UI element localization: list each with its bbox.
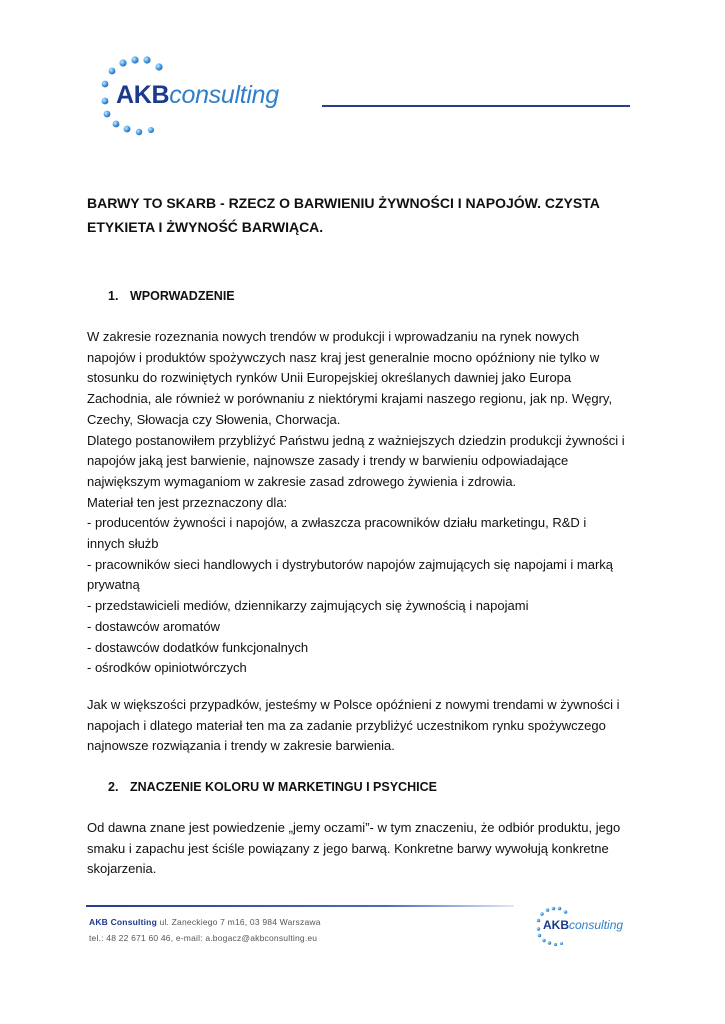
text-line: smaku i zapachu jest ściśle powiązany z jego barwą. Konkretne barwy wywołują konkretne: [87, 840, 609, 856]
footer-phone-label: tel.:: [89, 933, 104, 943]
title-line: BARWY TO SKARB - RZECZ O BARWIENIU ŻYWNOŚCI I NAPOJÓW. CZYSTA: [87, 195, 600, 211]
text-line: najnowsze rozwiązania i trendy w zakresie barwienia.: [87, 738, 395, 754]
list-item: - przedstawicieli mediów, dziennikarzy zajmujących się żywnością i napojami: [87, 598, 529, 614]
section-number: 1.: [108, 289, 119, 303]
section-heading-text: WPORWADZENIE: [130, 289, 235, 303]
section-heading-text: ZNACZENIE KOLORU W MARKETINGU I PSYCHICE: [130, 780, 437, 794]
text-line: napojach i dlatego materiał ten ma za zadanie przybliżyć uczestnikom rynku spożywczego: [87, 717, 606, 733]
footer-phone: 48 22 671 60 46,: [106, 933, 174, 943]
list-item: - dostawców aromatów: [87, 618, 220, 634]
text-line: Materiał ten jest przeznaczony dla:: [87, 494, 288, 510]
logo-wordmark: [116, 80, 279, 110]
footer-street: ul. Zaneckiego 7 m16, 03 984 Warszawa: [159, 917, 321, 927]
text-line: W zakresie rozeznania nowych trendów w produkcji i wprowadzaniu na rynek nowych: [87, 329, 580, 344]
text-line: Dlatego postanowiłem przybliżyć Państwu jedną z ważniejszych dziedzin produkcji żywności i: [87, 432, 625, 448]
title-line: ETYKIETA I ŻWYNOŚĆ BARWIĄCA.: [87, 219, 324, 235]
text-line: największym wymaganiom w zakresie zasad zdrowego żywienia i zdrowia.: [87, 473, 517, 489]
footer-logo-wordmark: [543, 918, 623, 932]
list-item: - pracowników sieci handlowych i dystrybutorów napojów zajmujących się napojami i marką: [87, 556, 614, 572]
document-title: [87, 191, 637, 239]
list-item: - ośrodków opiniotwórczych: [87, 660, 247, 676]
section-1-closing: [87, 695, 647, 757]
footer-logo: [534, 902, 644, 952]
footer-contact: [89, 933, 317, 943]
footer-divider: [86, 905, 514, 907]
section-1-heading: [108, 289, 235, 303]
text-line: Zachodnia, ale również w porównaniu z niektórymi krajami naszego regionu, jak np. Węgry,: [87, 391, 613, 407]
list-item: - producentów żywności i napojów, a zwłaszcza pracowników działu marketingu, R&D i: [87, 515, 587, 531]
section-2-heading: [108, 780, 437, 794]
footer-email: a.bogacz@akbconsulting.eu: [205, 933, 318, 943]
list-item: prywatną: [87, 577, 140, 593]
text-line: napojów i produktów spożywczych nasz kraj jest generalnie mocno opóźniony nie tylko w: [87, 349, 600, 365]
text-line: Czechy, Słowacja czy Słowenia, Chorwacja.: [87, 411, 341, 427]
text-line: skojarzenia.: [87, 861, 157, 877]
section-number: 2.: [108, 780, 119, 794]
footer-company: AKB Consulting: [89, 917, 157, 927]
list-item: - dostawców dodatków funkcjonalnych: [87, 639, 309, 655]
logo-brand-bold: AKB: [116, 81, 170, 109]
section-1-body: [87, 327, 647, 679]
logo-brand-italic: consulting: [169, 81, 279, 109]
text-line: napojów jaką jest barwienie, najnowsze zasady i trendy w barwieniu odpowiadające: [87, 453, 569, 469]
section-2-body: [87, 818, 647, 880]
text-line: Od dawna znane jest powiedzenie „jemy oczami”- w tym znaczeniu, że odbiór produktu, jego: [87, 820, 621, 835]
header-divider: [322, 105, 630, 107]
footer-email-label: e-mail:: [175, 933, 203, 943]
text-line: Jak w większości przypadków, jesteśmy w Polsce opóźnieni z nowymi trendami w żywności i: [87, 697, 620, 712]
list-item: innych służb: [87, 536, 159, 552]
logo-brand-italic: consulting: [569, 918, 624, 932]
logo-brand-bold: AKB: [543, 918, 569, 932]
company-logo: [96, 52, 326, 138]
footer-address: [89, 917, 321, 927]
text-line: stosunku do rozwiniętych rynków Unii Europejskiej określanych dawniej jako Europa: [87, 370, 572, 386]
